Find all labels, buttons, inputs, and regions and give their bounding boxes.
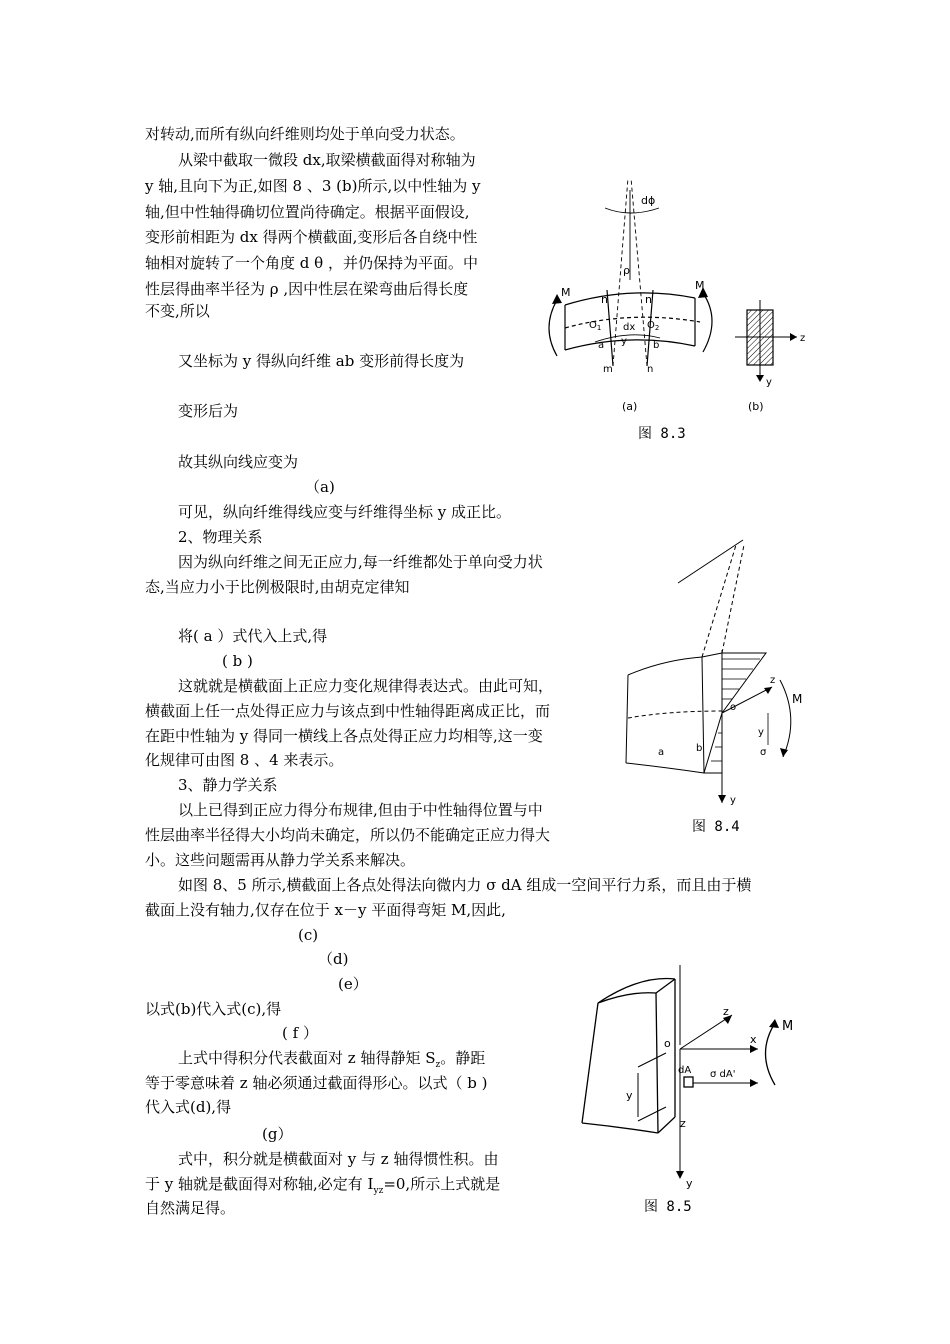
text-run: 上式中得积分代表截面对 z 轴得静矩 S <box>178 1049 436 1067</box>
text-line: 对转动,而所有纵向纤维则均处于单向受力状态。 <box>145 125 465 143</box>
label-m: m <box>603 364 613 375</box>
text-line: 式中，积分就是横截面对 y 与 z 轴得惯性积。由 <box>178 1150 499 1168</box>
stress-compression <box>722 653 766 713</box>
label-rho: ρ <box>623 264 630 277</box>
label-y-axis: y <box>766 377 772 388</box>
label-y: y <box>621 336 627 347</box>
label-y-axis: y <box>686 1177 693 1190</box>
figure-8-3 <box>535 170 820 450</box>
text-line: 故其纵向线应变为 <box>178 453 299 471</box>
y-arrowhead <box>718 795 726 803</box>
text-line: 化规律可由图 8 、4 来表示。 <box>145 751 344 769</box>
label-b-sub: (b) <box>748 400 764 413</box>
block-bottom <box>582 1123 658 1133</box>
text-line: 不变,所以 <box>145 302 210 320</box>
text-line: 在距中性轴为 y 得同一横线上各点处得正应力均相等,这一变 <box>145 727 543 745</box>
beam-top-arc <box>565 293 695 305</box>
label-o: o <box>664 1037 671 1050</box>
projection-top <box>678 540 743 583</box>
dphi-arc <box>605 208 659 213</box>
equation-label: （d) <box>318 950 349 968</box>
caption-8-5: 图 8.5 <box>644 1199 692 1215</box>
dim-bottom <box>638 1107 666 1121</box>
figure-8-4 <box>618 535 828 845</box>
label-z: z <box>770 675 776 686</box>
beam-bottom-arc <box>565 340 695 350</box>
label-sigma: σ <box>760 747 767 758</box>
figure-8-5 <box>560 955 810 1225</box>
dA-element <box>684 1077 693 1087</box>
text-line: 变形后为 <box>178 402 239 420</box>
equation-label: (c) <box>298 926 319 944</box>
label-a: a <box>598 340 605 351</box>
caption-8-3: 图 8.3 <box>638 426 686 442</box>
label-n-top-left: n <box>601 293 608 306</box>
beam-bottom <box>626 763 704 773</box>
text-run: =0,所示上式就是 <box>383 1175 501 1193</box>
section-heading: 2、物理关系 <box>178 528 263 546</box>
text-line: 将( a ）式代入上式,得 <box>178 627 328 645</box>
projection-1 <box>702 545 736 657</box>
label-a: a <box>658 747 665 758</box>
text-line: 以上已得到正应力得分布规律,但由于中性轴得位置与中 <box>178 801 543 819</box>
text-line: 截面上没有轴力,仅存在位于 x－y 平面得弯矩 M,因此, <box>145 901 506 919</box>
text-run: 。静距 <box>440 1049 486 1067</box>
label-dphi: dϕ <box>641 194 656 207</box>
label-b: b <box>696 743 703 754</box>
beam-section-left <box>702 657 704 773</box>
label-z: z <box>800 333 806 344</box>
z-axis <box>680 1015 732 1049</box>
text-line: 这就就是横截面上正应力变化规律得表达式。由此可知， <box>178 677 554 695</box>
block-left <box>582 1003 598 1123</box>
label-y-dim: y <box>626 1089 633 1102</box>
subscript: z <box>435 1060 441 1070</box>
text-line: 又坐标为 y 得纵向纤维 ab 变形前得长度为 <box>178 352 465 370</box>
label-o: o <box>730 702 737 713</box>
moment-right <box>703 293 712 352</box>
moment-arc <box>766 1023 776 1085</box>
beam-top <box>628 657 702 675</box>
dim-top <box>638 1053 666 1067</box>
text-line: 从梁中截取一微段 dx,取梁横截面得对称轴为 <box>178 151 476 169</box>
text-line: 因为纵向纤维之间无正应力,每一纤维都处于单向受力状 <box>178 553 543 571</box>
text-line: y 轴,且向下为正,如图 8 、3 (b)所示,以中性轴为 y <box>145 177 481 195</box>
label-M-right: M <box>695 279 705 292</box>
label-a-sub: (a) <box>622 400 638 413</box>
label-x: x <box>750 1033 757 1046</box>
text-line: 自然满足得。 <box>145 1199 236 1217</box>
text-line: 轴相对旋转了一个角度 d θ ，并仍保持为平面。中 <box>145 254 478 272</box>
text-line: 横截面上任一点处得正应力与该点到中性轴得距离成正比，而 <box>145 702 551 720</box>
label-dx: dx <box>623 322 636 333</box>
beam-left <box>626 675 628 763</box>
label-M: M <box>782 1019 794 1034</box>
y-arrowhead <box>756 375 764 382</box>
text-line: 变形前相距为 dx 得两个横截面,变形后各自绕中性 <box>145 228 478 246</box>
text-line: 代入式(d),得 <box>145 1098 232 1116</box>
equation-label: ( b ) <box>222 652 253 670</box>
text-line: 等于零意味着 z 轴必须通过截面得形心。以式（ b ) <box>145 1074 488 1092</box>
projection-2 <box>722 545 744 653</box>
text-line <box>178 1048 485 1075</box>
label-M-left: M <box>561 286 571 299</box>
caption-8-4: 图 8.4 <box>692 819 740 835</box>
label-n-top-right: n <box>645 293 652 306</box>
x-arrowhead <box>750 1045 758 1053</box>
text-line: 如图 8、5 所示,横截面上各点处得法向微内力 σ dA 组成一空间平行力系，而且由于横 <box>178 876 752 894</box>
moment-arrowhead <box>769 1019 779 1028</box>
text-line: 小。这些问题需再从静力学关系来解决。 <box>145 851 416 869</box>
subscript: yz <box>373 1186 384 1196</box>
text-line <box>145 1174 500 1201</box>
label-z: z <box>723 1005 729 1018</box>
section-heading: 3、静力学关系 <box>178 776 278 794</box>
text-line: 性层得曲率半径为 ρ ,因中性层在梁弯曲后得长度 <box>145 280 469 298</box>
label-b: b <box>653 340 660 351</box>
label-M: M <box>792 692 803 706</box>
force-arrowhead <box>750 1079 758 1087</box>
label-y-axis: y <box>730 795 736 806</box>
equation-label: ( f ） <box>282 1024 318 1042</box>
label-y: y <box>758 727 764 738</box>
text-line: 可见，纵向纤维得线应变与纤维得坐标 y 成正比。 <box>178 503 512 521</box>
label-o1: $O_1$ <box>589 320 602 332</box>
equation-label: (e） <box>338 975 368 993</box>
stress-tension <box>704 713 722 773</box>
text-line: 轴,但中性轴得确切位置尚待确定。根据平面假设, <box>145 203 470 221</box>
moment-arc <box>780 680 791 757</box>
text-line: 态,当应力小于比例极限时,由胡克定律知 <box>145 578 410 596</box>
label-o2: $O_2$ <box>647 320 660 332</box>
moment-left <box>549 300 557 356</box>
label-sigma-dA: σ dA' <box>710 1069 736 1080</box>
beam-top-right <box>702 653 722 657</box>
block-bottom-right <box>658 1117 675 1133</box>
fiber-ab <box>595 335 660 342</box>
block-top-right <box>656 979 675 993</box>
label-z-dim: z <box>680 1117 686 1130</box>
text-run: 于 y 轴就是截面得对称轴,必定有 I <box>145 1175 374 1193</box>
label-dA: dA <box>678 1065 692 1076</box>
text-line: 以式(b)代入式(c),得 <box>145 1000 282 1018</box>
label-n-bottom: n <box>647 364 654 375</box>
equation-label: (g） <box>262 1125 293 1143</box>
z-arrowhead <box>790 333 797 341</box>
y-arrowhead <box>676 1171 684 1179</box>
equation-label: （a) <box>305 478 335 496</box>
text-line: 性层曲率半径得大小均尚未确定，所以仍不能确定正应力得大 <box>145 826 551 844</box>
neutral-layer <box>628 711 722 718</box>
